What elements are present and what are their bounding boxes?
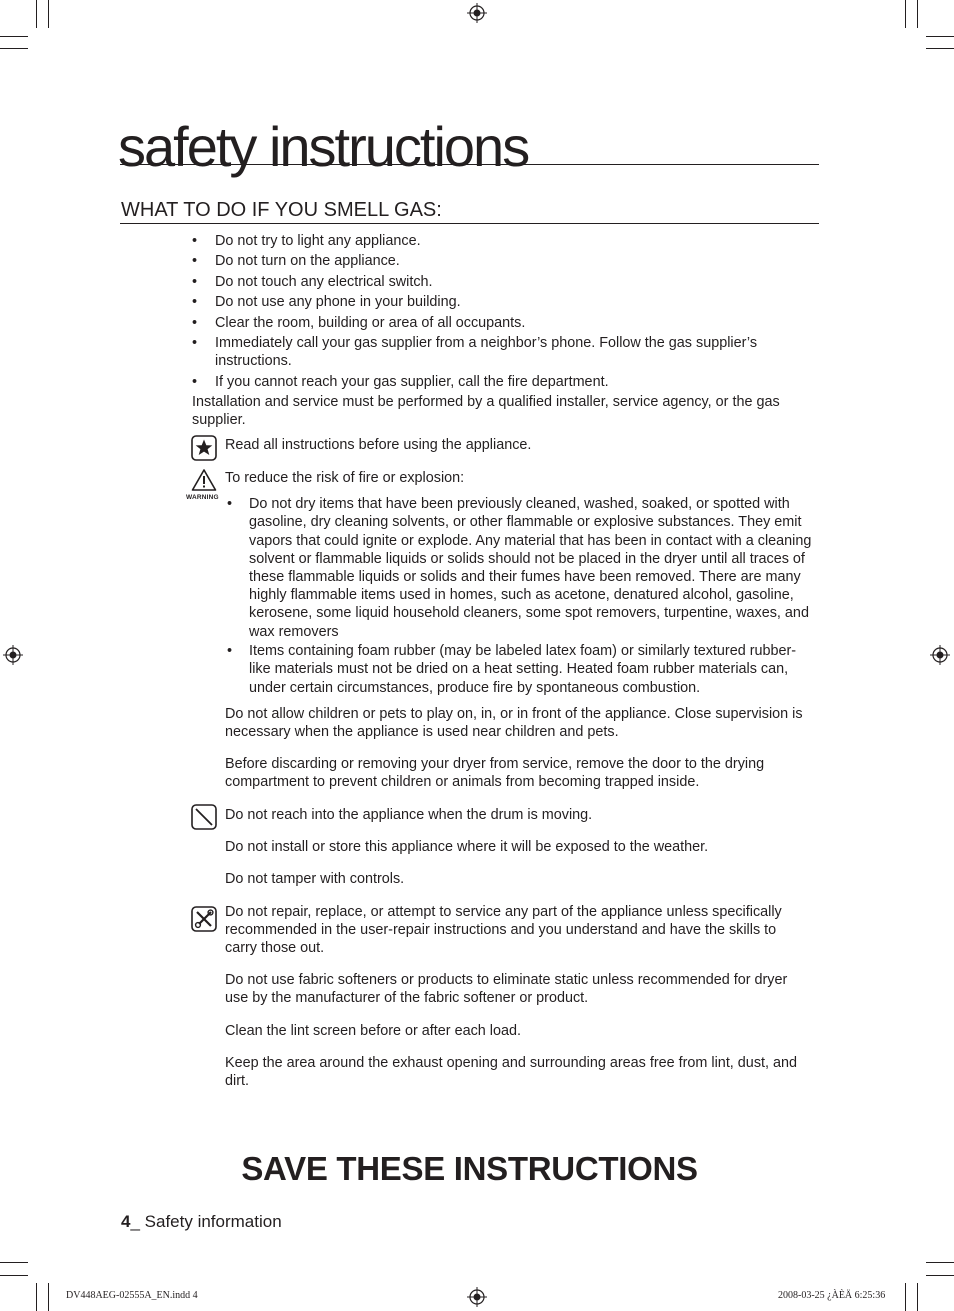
crop-mark	[36, 0, 37, 28]
crop-mark	[926, 1262, 954, 1263]
warning-triangle-icon	[191, 468, 217, 492]
prohibited-icon	[191, 804, 217, 830]
important-star-icon	[191, 435, 217, 461]
slug-file: DV448AEG-02555A_EN.indd 4	[66, 1290, 198, 1301]
list-item: • Do not use any phone in your building.	[190, 293, 810, 311]
prohibited-paragraph: Do not reach into the appliance when the drum is moving.	[225, 807, 593, 823]
list-item: • Do not touch any electrical switch.	[190, 273, 810, 291]
section-heading: WHAT TO DO IF YOU SMELL GAS:	[121, 199, 442, 221]
crop-mark	[0, 48, 28, 49]
crop-mark	[48, 0, 49, 28]
registration-mark-icon	[467, 3, 487, 23]
warning-intro: To reduce the risk of fire or explosion:	[225, 470, 465, 486]
crop-mark	[926, 48, 954, 49]
registration-mark-icon	[3, 645, 23, 665]
list-item: • If you cannot reach your gas supplier, call the fire department.	[190, 373, 810, 391]
list-item: • Items containing foam rubber (may be labeled latex foam) or similarly textured rubber-like materials must not be dried on a heat setting. Heated foam rubber materials can, under certain circumstances, produce fire by spontaneous combustion.	[225, 642, 815, 697]
crop-mark	[0, 36, 28, 37]
crop-mark	[926, 36, 954, 37]
crop-mark	[0, 1275, 28, 1276]
page-footer	[121, 1212, 282, 1232]
page-title: safety instructions	[118, 115, 529, 178]
list-item: • Do not turn on the appliance.	[190, 252, 810, 270]
page-number: 4	[121, 1212, 131, 1231]
list-item: • Do not try to light any appliance.	[190, 232, 810, 250]
children-paragraph: Do not allow children or pets to play on, in, or in front of the appliance. Close supervision is necessary when the appliance is used near children and pets.	[225, 706, 803, 741]
crop-mark	[48, 1283, 49, 1311]
read-note: Read all instructions before using the appliance.	[225, 437, 532, 453]
installation-note: Installation and service must be performed by a qualified installer, service agency, or the gas supplier.	[192, 394, 780, 429]
warning-list	[225, 495, 815, 697]
warning-label: WARNING	[186, 494, 219, 501]
gas-steps-list	[190, 232, 810, 393]
list-item: • Clear the room, building or area of all occupants.	[190, 314, 810, 332]
slug-date: 2008-03-25 ¿ÀÈÄ 6:25:36	[778, 1290, 886, 1301]
list-item: • Immediately call your gas supplier from a neighbor’s phone. Follow the gas supplier’s instructions.	[190, 334, 810, 370]
crop-mark	[926, 1275, 954, 1276]
save-instructions-title: SAVE THESE INSTRUCTIONS	[241, 1150, 698, 1187]
list-item: • Do not dry items that have been previously cleaned, washed, soaked, or spotted with gasoline, dry cleaning solvents, or other flammable or explosive substances. They emit vapors that could ignite or explode. Any material that has been in contact with a cleaning solvent or flammable liquids or solids should not be placed in the dryer until all traces of these flammable liquids or solids and their fumes have been removed. There are many highly flammable items used in homes, such as acetone, denatured alcohol, gasoline, kerosene, some liquid household cleaners, some spot removers, turpentine, waxes, and wax removers	[225, 495, 815, 641]
registration-mark-icon	[467, 1287, 487, 1307]
footer-section: _ Safety information	[130, 1212, 282, 1231]
discarding-paragraph: Before discarding or removing your dryer from service, remove the door to the drying compartment to prevent children or animals from becoming trapped inside.	[225, 756, 765, 791]
warning-section	[225, 469, 815, 698]
crop-mark	[917, 1283, 918, 1311]
prohibited-paragraph: Do not install or store this appliance where it will be exposed to the weather.	[225, 839, 709, 855]
section-divider	[120, 223, 819, 224]
crop-mark	[905, 0, 906, 28]
do-not-disassemble-icon	[191, 906, 217, 932]
crop-mark	[917, 0, 918, 28]
prohibited-paragraph: Do not tamper with controls.	[225, 871, 405, 887]
service-paragraph: Do not use fabric softeners or products to eliminate static unless recommended for dryer use by the manufacturer of the fabric softener or product.	[225, 972, 788, 1007]
title-divider	[120, 164, 819, 165]
crop-mark	[36, 1283, 37, 1311]
service-paragraph: Keep the area around the exhaust opening and surrounding areas free from lint, dust, and dirt.	[225, 1055, 798, 1090]
service-paragraph: Do not repair, replace, or attempt to service any part of the appliance unless specifically recommended in the user-repair instructions and you understand and have the skills to carry those out.	[225, 904, 782, 957]
crop-mark	[0, 1262, 28, 1263]
service-paragraph: Clean the lint screen before or after each load.	[225, 1023, 521, 1039]
crop-mark	[905, 1283, 906, 1311]
registration-mark-icon	[930, 645, 950, 665]
